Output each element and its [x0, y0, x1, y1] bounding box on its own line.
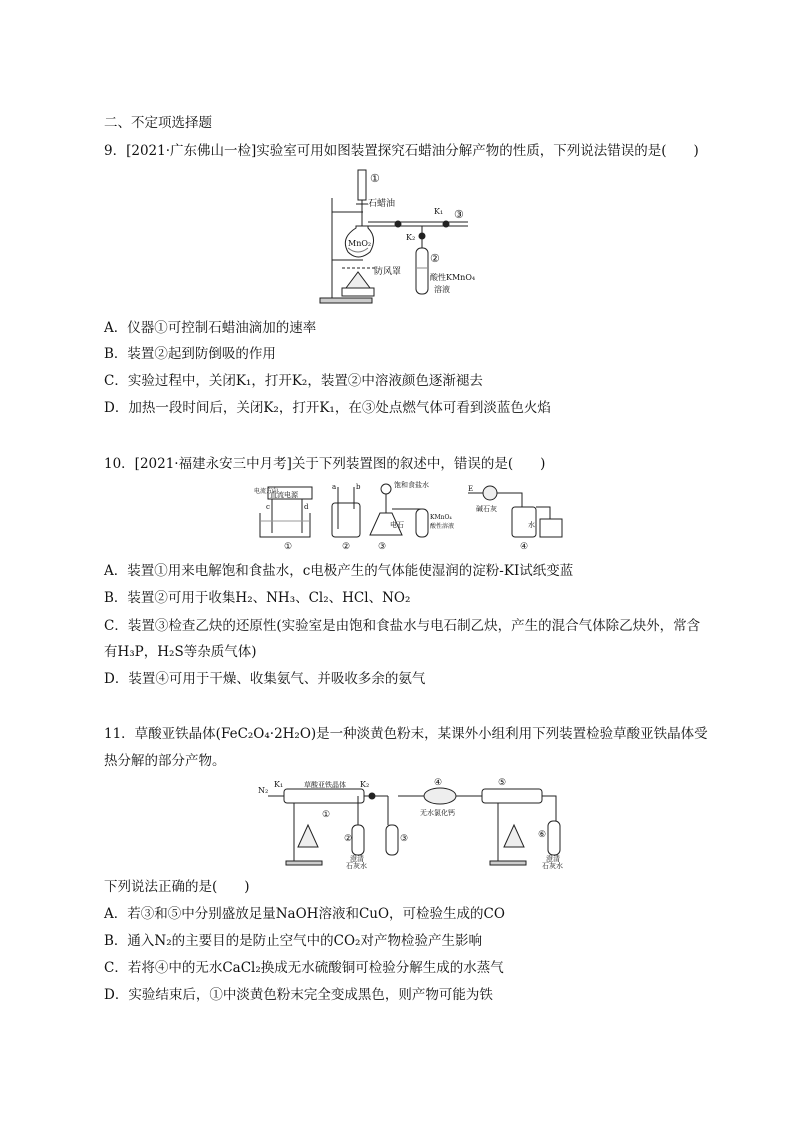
- q9-stem: 9．[2021·广东佛山一检]实验室可用如图装置探究石蜡油分解产物的性质，下列说法错误的是( ): [104, 143, 699, 159]
- q11-label-crystal: 草酸亚铁晶体: [304, 781, 346, 789]
- q11-label-c2: ②: [344, 834, 353, 844]
- q11-option-a: A．若③和⑤中分别盛放足量NaOH溶液和CuO，可检验生成的CO: [104, 906, 505, 922]
- q11-label-c3: ③: [400, 834, 409, 844]
- q11-label-c5: ⑤: [498, 778, 507, 788]
- q10-label-carbide: 电石: [390, 521, 404, 529]
- q10-option-a: A．装置①用来电解饱和食盐水，c电极产生的气体能使湿润的淀粉-KI试纸变蓝: [104, 563, 574, 579]
- q9-option-c: C．实验过程中，关闭K₁，打开K₂，装置②中溶液颜色逐渐褪去: [104, 373, 483, 389]
- q10-option-c-line2: 有H₃P，H₂S等杂质气体): [104, 644, 257, 660]
- q10-stem: 10．[2021·福建永安三中月考]关于下列装置图的叙述中，错误的是( ): [104, 456, 546, 472]
- q10-label-b: b: [356, 483, 361, 491]
- q11-label-k1: K₁: [274, 780, 284, 789]
- q10-label-n1: ①: [284, 542, 293, 552]
- section-title: 二、不定项选择题: [104, 115, 212, 131]
- q10-option-c-line1: C．装置③检查乙炔的还原性(实验室是由饱和食盐水与电石制乙炔，产生的混合气体除乙炔外，常含: [104, 618, 701, 634]
- q11-prompt: 下列说法正确的是( ): [104, 879, 250, 895]
- q9-label-windshield: 防风罩: [374, 267, 402, 277]
- q11-label-c6: ⑥: [538, 830, 547, 840]
- q9-label-mno2: MnO₂: [348, 239, 372, 248]
- q10-label-d: d: [304, 503, 309, 511]
- q9-label-circle3: ③: [454, 208, 464, 221]
- q11-label-c4: ④: [434, 778, 443, 788]
- q10-apparatus-figure: [254, 479, 574, 553]
- q9-option-b: B．装置②起到防倒吸的作用: [104, 346, 276, 362]
- q10-label-current-dir: 电流方向: [254, 488, 279, 495]
- q11-apparatus-figure: [258, 777, 572, 869]
- q10-label-water: 水: [528, 521, 535, 529]
- q9-label-k1: K₁: [434, 207, 444, 216]
- q10-label-e: E: [468, 485, 474, 493]
- q9-label-paraffin: 石蜡油: [368, 199, 396, 209]
- q10-label-n4: ④: [520, 542, 529, 552]
- q11-stem-line2: 热分解的部分产物。: [104, 753, 226, 769]
- q11-label-cacl2: 无水氯化钙: [420, 809, 455, 817]
- q10-label-n2: ②: [342, 542, 351, 552]
- q11-option-d: D．实验结束后，①中淡黄色粉末完全变成黑色，则产物可能为铁: [104, 987, 493, 1003]
- q10-label-a: a: [332, 483, 337, 491]
- q11-option-c: C．若将④中的无水CaCl₂换成无水硫酸铜可检验分解生成的水蒸气: [104, 960, 504, 976]
- q10-label-n3: ③: [378, 542, 387, 552]
- q9-label-circle2: ②: [430, 252, 440, 265]
- q10-label-c: c: [266, 503, 270, 511]
- q11-option-b: B．通入N₂的主要目的是防止空气中的CO₂对产物检验产生影响: [104, 933, 482, 949]
- q9-option-d: D．加热一段时间后，关闭K₂，打开K₁，在③处点燃气体可看到淡蓝色火焰: [104, 400, 551, 416]
- q11-stem-line1: 11．草酸亚铁晶体(FeC₂O₄·2H₂O)是一种淡黄色粉末，某课外小组利用下列装置检验草酸亚铁晶体受: [104, 726, 708, 742]
- q10-label-dc: 直流电源: [270, 491, 298, 499]
- q11-label-n2: N₂: [258, 786, 269, 795]
- q10-label-kmno4-a: KMnO₄: [430, 514, 452, 521]
- q9-label-k2: K₂: [406, 233, 416, 242]
- q11-label-c1: ①: [322, 810, 331, 820]
- q10-option-d: D．装置④可用于干燥、收集氨气、并吸收多余的氨气: [104, 671, 426, 687]
- q9-label-kmno4-a: 酸性KMnO₄: [430, 273, 476, 282]
- q9-option-a: A．仪器①可控制石蜡油滴加的速率: [104, 320, 317, 336]
- q10-option-b: B．装置②可用于收集H₂、NH₃、Cl₂、HCl、NO₂: [104, 590, 411, 606]
- q10-label-brine: 饱和食盐水: [394, 481, 429, 489]
- q11-label-limewater-a-right: 澄清: [546, 855, 560, 863]
- q9-label-kmno4-b: 溶液: [434, 285, 450, 294]
- q11-label-limewater-b-left: 石灰水: [346, 862, 367, 869]
- q10-label-soda-lime: 碱石灰: [476, 505, 497, 513]
- q10-label-kmno4-b: 酸性溶液: [430, 523, 455, 530]
- q11-label-k2: K₂: [360, 780, 370, 789]
- q9-label-circle1: ①: [370, 172, 380, 185]
- q11-label-limewater-a-left: 澄清: [350, 855, 364, 863]
- q9-apparatus-figure: [318, 168, 488, 306]
- q11-label-limewater-b-right: 石灰水: [542, 862, 563, 869]
